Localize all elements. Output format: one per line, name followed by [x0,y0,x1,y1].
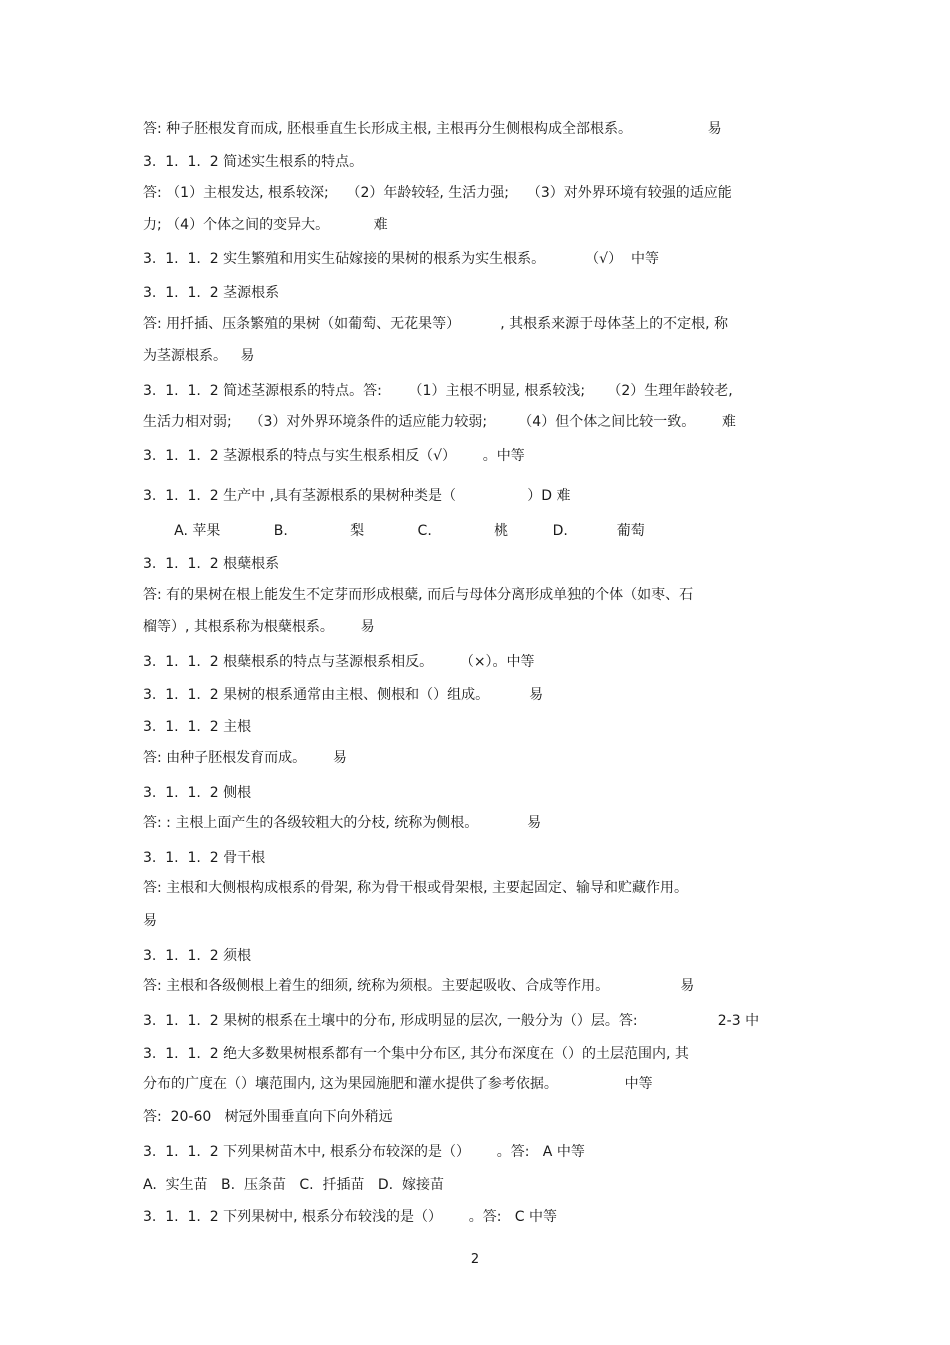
answer-options: A. 实生苗 B. 压条苗 C. 扦插苗 D. 嫁接苗 [143,1177,444,1193]
text-line: 3. 1. 1. 2 根蘖根系的特点与茎源根系相反。 （×）。中等 [143,654,535,670]
text-line: 3. 1. 1. 2 根蘖根系 [143,556,280,572]
text-line: 3. 1. 1. 2 茎源根系的特点与实生根系相反（√） 。中等 [143,448,525,464]
page-number: 2 [470,1252,480,1267]
text-line: 3. 1. 1. 2 下列果树苗木中, 根系分布较深的是（） 。答: A 中等 [143,1144,585,1160]
text-line: 3. 1. 1. 2 下列果树中, 根系分布较浅的是（） 。答: C 中等 [143,1209,558,1225]
text-line: 答: 有的果树在根上能发生不定芽而形成根蘖, 而后与母体分离形成单独的个体（如枣、石 [143,587,694,603]
text-line: 答: 由种子胚根发育而成。 易 [143,750,347,766]
text-line: 答: （1）主根发达, 根系较深; （2）年龄较轻, 生活力强; （3）对外界环境有较强的适应能 [143,185,732,201]
text-line: 力; （4）个体之间的变异大。 难 [143,217,388,233]
text-line: 3. 1. 1. 2 生产中 ,具有茎源根系的果树种类是（ ）D 难 [143,488,571,504]
text-line: 为茎源根系。 易 [143,348,255,364]
text-line: 3. 1. 1. 2 主根 [143,719,252,735]
text-line: 3. 1. 1. 2 侧根 [143,785,252,801]
text-line: 3. 1. 1. 2 实生繁殖和用实生砧嫁接的果树的根系为实生根系。 （√） 中等 [143,251,660,267]
text-line: 3. 1. 1. 2 果树的根系在土壤中的分布, 形成明显的层次, 一般分为（）层。答: 2-3 中 [143,1013,760,1029]
text-line: 易 [143,913,157,929]
text-line: 3. 1. 1. 2 须根 [143,948,252,964]
text-line: 生活力相对弱; （3）对外界环境条件的适应能力较弱; （4）但个体之间比较一致。 难 [143,414,736,430]
text-line: 答: 20-60 树冠外围垂直向下向外稍远 [143,1109,393,1125]
text-line: 榴等）, 其根系称为根蘖根系。 易 [143,619,375,635]
text-line: 答: 主根和大侧根构成根系的骨架, 称为骨干根或骨架根, 主要起固定、输导和贮藏作用。 [143,880,688,896]
answer-options: A. 苹果 B. 梨 C. 桃 D. 葡萄 [143,523,645,539]
text-line: 答: 用扦插、压条繁殖的果树（如葡萄、无花果等） , 其根系来源于母体茎上的不定根, 称 [143,316,729,332]
text-line: 答: : 主根上面产生的各级较粗大的分枝, 统称为侧根。 易 [143,815,542,831]
text-line: 答: 种子胚根发育而成, 胚根垂直生长形成主根, 主根再分生侧根构成全部根系。 易 [143,121,722,137]
text-line: 3. 1. 1. 2 绝大多数果树根系都有一个集中分布区, 其分布深度在（）的土层范围内, 其 [143,1046,689,1062]
text-line: 分布的广度在（）壤范围内, 这为果园施肥和灌水提供了参考依据。 中等 [143,1076,653,1092]
text-line: 3. 1. 1. 2 简述实生根系的特点。 [143,154,364,170]
text-line: 3. 1. 1. 2 果树的根系通常由主根、侧根和（）组成。 易 [143,687,544,703]
text-line: 3. 1. 1. 2 骨干根 [143,850,266,866]
text-line: 3. 1. 1. 2 茎源根系 [143,285,280,301]
text-line: 答: 主根和各级侧根上着生的细须, 统称为须根。主要起吸收、合成等作用。 易 [143,978,695,994]
text-line: 3. 1. 1. 2 简述茎源根系的特点。答: （1）主根不明显, 根系较浅; （2）生理年龄较老, [143,383,733,399]
